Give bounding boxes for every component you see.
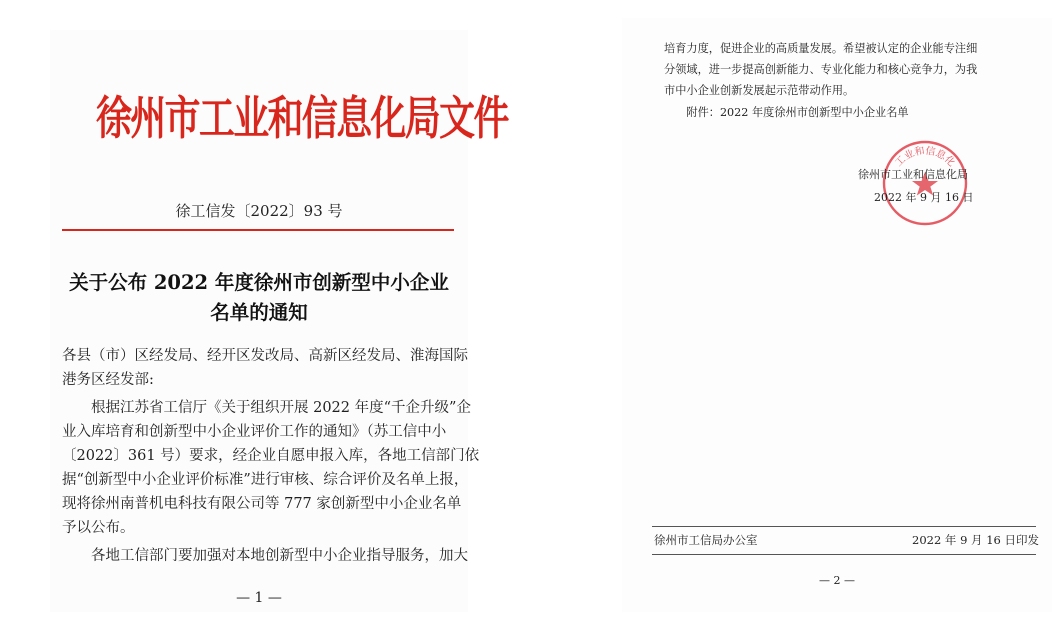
sign-date: 2022 年 9 月 16 日	[874, 191, 974, 204]
body-paragraph-line: 据“创新型中小企业评价标准”进行审核、综合评价及名单上报，	[62, 472, 469, 488]
attachment-line: 附件：2022 年度徐州市创新型中小企业名单	[664, 106, 909, 119]
document-page-2	[622, 18, 1052, 612]
footer-bottom-rule	[652, 554, 1036, 555]
document-number: 徐工信发〔2022〕93 号	[175, 202, 343, 220]
body-paragraph-line: 培育力度，促进企业的高质量发展。希望被认定的企业能专注细	[664, 42, 978, 55]
document-page-1	[50, 30, 508, 612]
body-paragraph-line: 各地工信部门要加强对本地创新型中小企业指导服务，加大	[62, 548, 468, 564]
notice-title-line-1: 关于公布 2022 年度徐州市创新型中小企业	[69, 271, 449, 294]
body-paragraph-line: 业入库培育和创新型中小企业评价工作的通知》（苏工信中小	[62, 424, 447, 440]
official-seal-stamp	[880, 138, 970, 228]
footer-issue-date: 2022 年 9 月 16 日印发	[912, 533, 1039, 547]
seal-text: 工业和信息化	[893, 145, 957, 169]
red-divider-line	[62, 229, 454, 231]
signer-name: 徐州市工业和信息化局	[858, 168, 968, 181]
body-paragraph-line: 港务区经发部:	[62, 372, 154, 388]
body-paragraph-line: 〔2022〕361 号）要求，经企业自愿申报入库，各地工信部门依	[62, 448, 480, 464]
body-paragraph-line: 各县（市）区经发局、经开区发改局、高新区经发局、淮海国际	[62, 348, 468, 364]
notice-title	[50, 268, 468, 328]
body-paragraph-line: 现将徐州南普机电科技有限公司等 777 家创新型中小企业名单	[62, 496, 462, 512]
page-number: — 1 —	[236, 590, 282, 606]
footer-top-rule	[652, 526, 1036, 527]
footer-issuer: 徐州市工信局办公室	[654, 533, 758, 547]
body-paragraph-line: 分领域，进一步提高创新能力、专业化能力和核心竞争力，为我	[664, 63, 978, 76]
page-number: — 2 —	[819, 574, 855, 587]
body-paragraph-line: 根据江苏省工信厅《关于组织开展 2022 年度“千企升级”企	[62, 400, 471, 416]
body-paragraph-line: 予以公布。	[62, 520, 135, 536]
document-header-title: 徐州市工业和信息化局文件	[95, 91, 508, 145]
notice-title-line-2: 名单的通知	[210, 301, 308, 324]
body-paragraph-line: 市中小企业创新发展起示范带动作用。	[664, 84, 855, 97]
